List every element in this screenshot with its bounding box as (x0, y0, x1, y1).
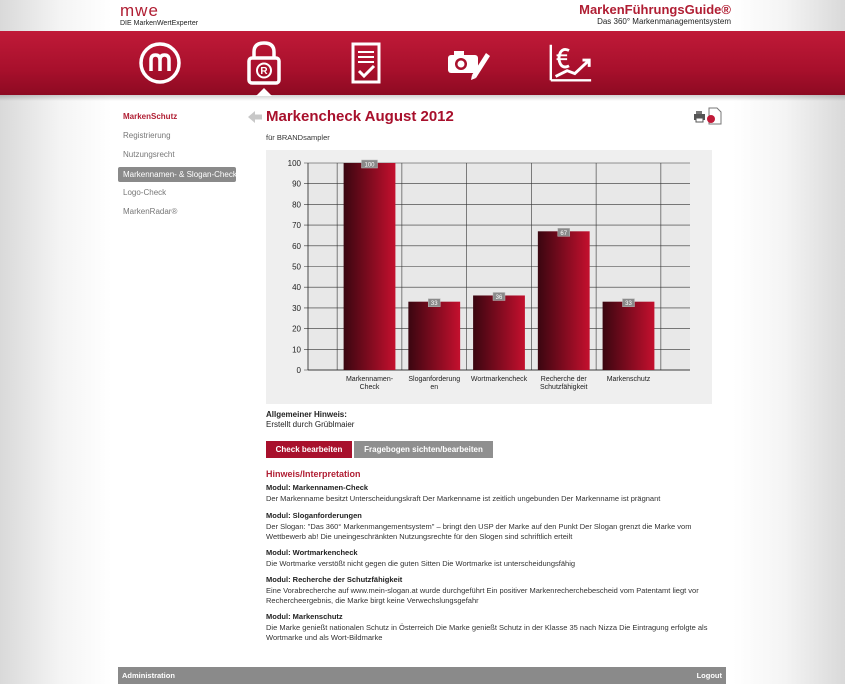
sidebar-item-nutzungsrecht[interactable]: Nutzungsrecht (123, 150, 175, 159)
data-label: 33 (625, 301, 632, 308)
x-tick-label: Schutzfähigkeit (540, 384, 588, 391)
sidebar-item-slogan-check[interactable]: Markennamen- & Slogan-Check (118, 167, 236, 182)
y-tick-label: 80 (292, 200, 301, 210)
module-title: Modul: Sloganforderungen (266, 511, 362, 520)
main-nav-band (0, 31, 845, 95)
module-block (266, 511, 716, 543)
bar (603, 302, 655, 370)
sidebar-item-markenschutz[interactable]: MarkenSchutz (123, 112, 178, 121)
x-tick-label: en (430, 384, 439, 391)
page-title: Markencheck August 2012 (266, 108, 454, 125)
x-tick-label: Sloganforderung (408, 376, 461, 383)
bar (473, 295, 525, 370)
y-tick-label: 100 (287, 159, 301, 168)
svg-text:R: R (260, 66, 268, 77)
x-tick-label: Markennamen- (345, 376, 394, 383)
mwe-logo-mark: mwe (120, 1, 159, 20)
module-text: Der Markenname besitzt Unterscheidungskraft Der Markenname ist zeitlich ungebunden Der Markenname ist prägnant (266, 493, 661, 503)
data-label: 67 (560, 230, 568, 237)
print-export-icons (694, 107, 724, 125)
y-tick-label: 70 (292, 221, 301, 231)
module-block (266, 548, 716, 569)
module-title: Modul: Recherche der Schutzfähigkeit (266, 575, 403, 584)
camera-pen-icon[interactable] (444, 41, 492, 85)
module-title: Modul: Markenschutz (266, 612, 343, 621)
footer-bar (118, 667, 726, 684)
y-tick-label: 40 (292, 283, 301, 293)
sidebar-item-markenradar[interactable]: MarkenRadar® (123, 207, 178, 216)
header-bar (112, 0, 733, 31)
brand-m-icon[interactable] (136, 41, 184, 85)
x-tick-label: Recherche der (540, 376, 587, 383)
sidebar-item-registrierung[interactable]: Registrierung (123, 131, 171, 140)
interpretation-heading: Hinweis/Interpretation (266, 469, 361, 479)
back-arrow-icon[interactable] (247, 110, 263, 124)
questionnaire-button[interactable]: Fragebogen sichten/bearbeiten (354, 441, 493, 458)
module-title: Modul: Markennamen-Check (266, 483, 369, 492)
padlock-registered-icon[interactable] (240, 41, 288, 85)
mwe-logo-tagline: DIE MarkenWertExperter (120, 20, 199, 27)
data-label: 100 (364, 162, 375, 169)
module-text: Die Marke genießt nationalen Schutz in Österreich Die Marke genießt Schutz in der Klasse 35 nach Nizza Die Eintragung erfolgte als Wortmarke und als Wort-Bildmarke (266, 622, 708, 642)
x-tick-label: Markenschutz (606, 376, 651, 383)
bar (344, 163, 396, 370)
x-tick-label: Wortmarkencheck (470, 376, 528, 383)
data-label: 36 (495, 294, 503, 301)
bar (408, 302, 460, 370)
y-tick-label: 60 (292, 241, 301, 251)
administration-link[interactable]: Administration (122, 671, 175, 680)
logout-link[interactable]: Logout (696, 671, 722, 680)
document-check-icon[interactable] (342, 41, 390, 85)
product-subtitle: Das 360° Markenmanagementsystem (597, 17, 731, 26)
module-block (266, 575, 716, 607)
pdf-export-icon[interactable] (707, 108, 721, 124)
hint-label: Allgemeiner Hinweis: (266, 410, 347, 419)
y-tick-label: 90 (292, 179, 301, 189)
sidebar-item-logo-check[interactable]: Logo-Check (123, 188, 167, 197)
euro-growth-icon[interactable] (546, 41, 594, 85)
product-title: MarkenFührungsGuide® (579, 2, 731, 17)
nav-band-shadow (0, 95, 845, 101)
module-text: Eine Vorabrecherche auf www.mein-slogan.at wurde durchgeführt Ein positiver Markenrecherchebescheid vom Patentamt liegt vor Rechercheergebnis, die Marke birgt keine Verwechslungsgefahr (266, 585, 699, 605)
page-subtitle: für BRANDsampler (266, 133, 330, 142)
y-tick-label: 20 (292, 324, 301, 334)
y-tick-label: 0 (296, 366, 301, 375)
hint-text: Erstellt durch Grüblmaier (266, 420, 355, 429)
mwe-logo[interactable] (120, 3, 200, 29)
general-hint (266, 410, 354, 430)
data-label: 33 (430, 301, 438, 308)
y-tick-label: 10 (292, 345, 301, 355)
x-tick-label: Check (359, 384, 380, 391)
product-logo (579, 2, 731, 26)
module-title: Modul: Wortmarkencheck (266, 548, 358, 557)
y-tick-label: 30 (292, 303, 301, 313)
module-text: Der Slogan: "Das 360° Markenmangementsystem" – bringt den USP der Marke auf den Punkt Der Slogan grenzt die Marke vom Wettbewerb ab! Die uneingeschränkten Nutzungsrechte für den Slogen sind schriftlich erteilt (266, 521, 692, 541)
bar-chart-svg (266, 150, 712, 404)
bar-chart (266, 150, 712, 404)
module-block (266, 483, 716, 504)
module-block (266, 612, 716, 644)
module-text: Die Wortmarke verstößt nicht gegen die guten Sitten Die Wortmarke ist unterscheidungsfähig (266, 558, 576, 568)
bar (538, 231, 590, 370)
edit-check-button[interactable]: Check bearbeiten (266, 441, 352, 458)
print-icon[interactable] (694, 111, 705, 122)
sidebar (118, 110, 240, 224)
y-tick-label: 50 (292, 262, 301, 272)
active-nav-pointer (256, 88, 272, 96)
